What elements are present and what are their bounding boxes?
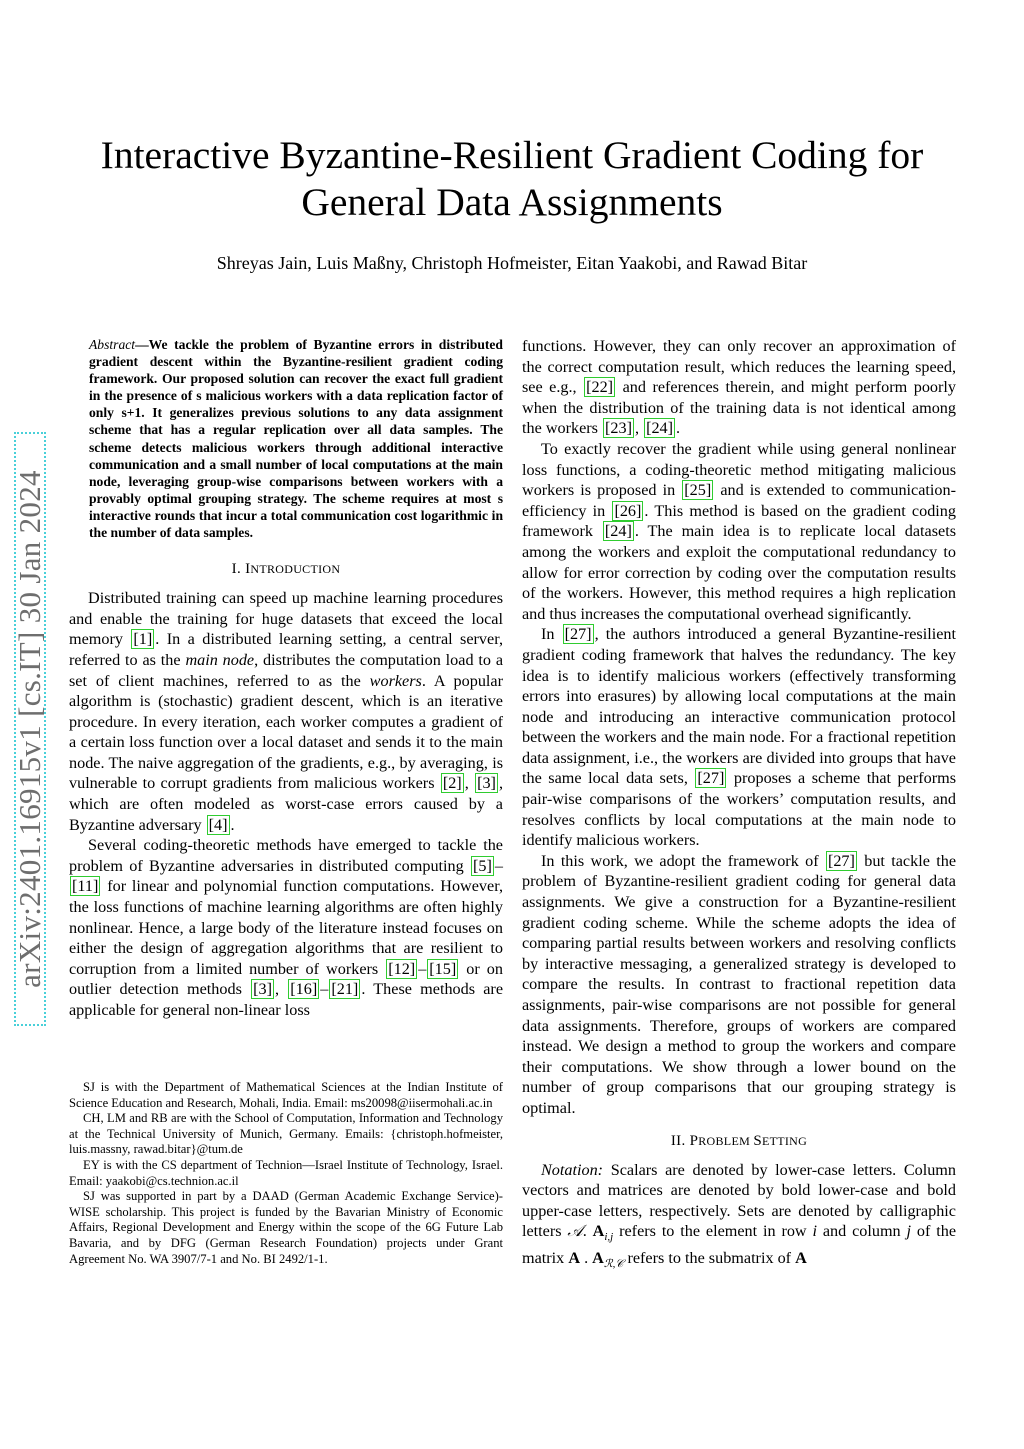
intro-paragraph-5: In [27] , the authors introduced a general Byzantine-resilient gradient coding framework that halves the redundancy. The key idea is to identify malicious workers (effectively transforming errors into erasures) by allowing local computations at the main node and introducing an interactive communication protocol between the workers and the main node. For a fractional repetition data assignment, i.e., the workers are divided into groups that have the same local data sets, [27] proposes a scheme that performs pair-wise comparisons of the workers’ computation results, and resolves conflicts by local computations at the main node to identify malicious workers.: [522, 625, 956, 850]
footnote-affiliation-technion: EY is with the CS department of Technion—Israel Institute of Technology, Israel. Email: yaakobi@cs.technion.ac.il: [69, 1157, 503, 1188]
citation-link[interactable]: [3]: [253, 980, 272, 999]
citation-link[interactable]: [15]: [429, 959, 457, 978]
footnote-affiliation-sj: SJ is with the Department of Mathematical Sciences at the Indian Institute of Science Education and Research, Mohali, India. Email: ms20098@iisermohali.ac.in: [69, 1080, 503, 1110]
citation-link[interactable]: [2]: [442, 774, 462, 793]
footnotes: [69, 1080, 503, 1267]
citation-link[interactable]: [26]: [614, 501, 642, 520]
intro-paragraph-2: Several coding-theoretic methods have emerged to tackle the problem of Byzantine adversaries in distributed computing [5] –[11] for linear and polynomial function computations. However, the loss functions of machine learning algorithms are often highly nonlinear. Hence, a large body of the literature instead focuses on either the design of aggregation algorithms that are resilient to corruption from a limited number of workers [12] – [15] or on outlier detection methods [3] , [16] – [21] . These methods are applicable for general non-linear loss: [69, 836, 504, 1019]
intro-paragraph-6: In this work, we adopt the framework of [27] but tackle the problem of Byzantine-resilient gradient coding for general data assignments. We give a construction for a Byzantine-resilient gradient coding scheme. While the scheme adopts the idea of comparing partial results between workers and resolving conflicts by interactive messaging, a generalized strategy is developed to compare the results. In contrast to fractional repetition data assignments, pair-wise comparisons are not possible for general data assignments. Therefore, groups of workers are compared instead. We design a method to group the workers and compare their computations. We show through a lower bound on the number of group comparisons that our grouping strategy is optimal.: [522, 851, 956, 1117]
citation-link[interactable]: [27]: [827, 851, 855, 870]
citation-link[interactable]: [24]: [646, 419, 674, 438]
left-column: [69, 336, 503, 1021]
introduction-body: [69, 588, 503, 1020]
footnote-funding: SJ was supported in part by a DAAD (German Academic Exchange Service)-WISE scholarship. This project is funded by the Bavarian Ministry of Economic Affairs, Regional Development and Energy within the scope of the 6G Future Lab Bavaria, and by DFG (German Research Foundation) projects under Grant Agreement No. WA 3907/7-1 and No. BI 2492/1-1.: [69, 1189, 503, 1266]
abstract: Abstract—We tackle the problem of Byzantine errors in distributed gradient descent within the Byzantine-resilient gradient coding framework. Our proposed solution can recover the exact full gradient in the presence of s malicious workers with a data replication factor of only s+1. It generalizes previous solutions to any data assignment scheme that has a regular replication over all data samples. The scheme detects malicious workers through additional interactive communication and a small number of local computations at the main node, leveraging group-wise comparisons between workers with a provably optimal grouping strategy. The scheme requires at most s interactive rounds that incur a total communication cost logarithmic in the number of data samples.: [89, 337, 503, 541]
citation-link[interactable]: [1]: [133, 630, 153, 649]
citation-link[interactable]: [27]: [697, 769, 725, 788]
section-heading-problem-setting: II. PROBLEM SETTING: [670, 1132, 808, 1149]
citation-link[interactable]: [12]: [388, 959, 416, 978]
citation-link[interactable]: [22]: [586, 378, 614, 397]
abstract-label: Abstract: [89, 337, 136, 352]
citation-link[interactable]: [3]: [477, 774, 496, 793]
right-column: [522, 336, 956, 1275]
citation-link[interactable]: [27]: [564, 625, 592, 644]
citation-link[interactable]: [4]: [208, 815, 228, 834]
intro-paragraph-4: To exactly recover the gradient while using general nonlinear loss functions, a coding-theoretic method mitigating malicious workers is proposed in [25] and is extended to communication-efficiency in [26] . This method is based on the gradient coding framework [24] . The main idea is to replicate local datasets among the workers and exploit the computational redundancy to allow for error correction by coding over the computation results of the workers. However, this method requires a high replication and thus increases the computational overhead significantly.: [522, 439, 956, 623]
paper-title: Interactive Byzantine-Resilient Gradient Coding for General Data Assignments: [100, 133, 924, 224]
abstract-text: We tackle the problem of Byzantine errors in distributed gradient descent within the Byzantine-resilient gradient coding framework. Our proposed solution can recover the exact full gradient in the presence of s malicious workers with a data replication factor of only s+1. It generalizes previous solutions to any data assignment scheme that has a regular replication over all data samples. The scheme detects malicious workers through additional interactive communication and a small number of local computations at the main node, leveraging group-wise comparisons between workers with a provably optimal grouping strategy. The scheme requires at most s interactive rounds that incur a total communication cost logarithmic in the number of data samples.: [89, 337, 503, 541]
footnote-affiliation-tum: CH, LM and RB are with the School of Computation, Information and Technology at the Technical University of Munich, Germany. Emails: {christoph.hofmeister, luis.massny, rawad.bitar}@tum.de: [69, 1111, 503, 1157]
citation-link[interactable]: [23]: [605, 419, 632, 438]
citation-link[interactable]: [25]: [684, 481, 712, 500]
author-list: Shreyas Jain, Luis Maßny, Christoph Hofmeister, Eitan Yaakobi, and Rawad Bitar: [216, 253, 808, 273]
citation-link[interactable]: [24]: [604, 522, 632, 541]
intro-paragraph-3: functions. However, they can only recover an approximation of the correct computation result, which reduces the learning speed, see e.g., [22] and references therein, and might perform poorly when the distribution of the training data is not identical among the workers [23] , [24] .: [522, 337, 956, 438]
citation-link[interactable]: [5]: [473, 856, 492, 875]
section-heading-introduction: I. INTRODUCTION: [231, 561, 341, 578]
arxiv-identifier: arXiv:2401.16915v1 [cs.IT] 30 Jan 2024: [12, 470, 47, 988]
notation-paragraph: Notation: Scalars are denoted by lower-case letters. Column vectors and matrices are denoted by bold lower-case and bold upper-case letters, respectively. Sets are denoted by calligraphic letters 𝒜. $A_{i,j}$ refers to the element in row i and column j of the matrix A . $A_{ℛ,𝒞}$ refers to the submatrix of A: [522, 1160, 956, 1271]
citation-link[interactable]: [21]: [331, 980, 359, 999]
citation-link[interactable]: [11]: [72, 877, 99, 896]
arxiv-sidebar-stamp: [14, 432, 46, 1026]
citation-link[interactable]: [16]: [290, 980, 318, 999]
intro-paragraph-1: Distributed training can speed up machine learning procedures and enable the training for huge datasets that exceed the local memory [1] . In a distributed learning setting, a central server, referred to as the main node, distributes the computation load to a set of client machines, referred to as the workers. A popular algorithm is (stochastic) gradient descent, which is an iterative procedure. In every iteration, each worker computes a gradient of a certain loss function over a local dataset and sends it to the main node. The naive aggregation of the gradients, e.g., by averaging, is vulnerable to corrupt gradients from malicious workers [2] , [3] , which are often modeled as worst-case errors caused by a Byzantine adversary [4] .: [69, 589, 504, 834]
